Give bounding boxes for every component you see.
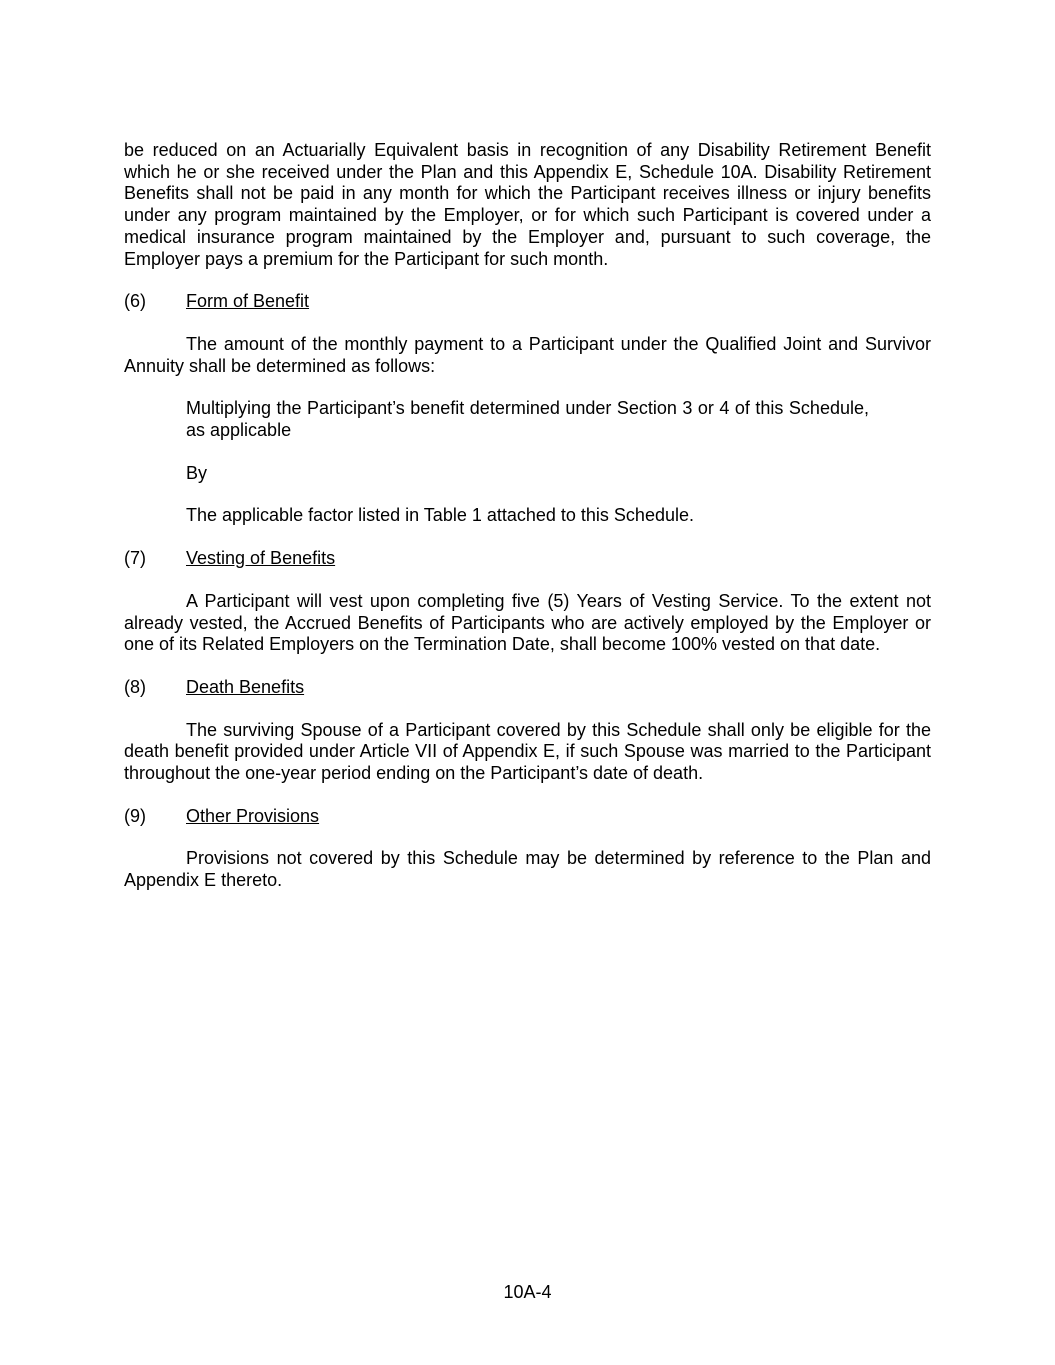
section-7-title: Vesting of Benefits [186, 548, 336, 569]
section-8-body: The surviving Spouse of a Participant covered by this Schedule shall only be eligible for the death benefit provided under Article VII of Appendix E, if such Spouse was married to the Participant throughout the one-year period ending on the Participant’s date of death. [124, 719, 931, 784]
section-6-formula-line2: The applicable factor listed in Table 1 attached to this Schedule. [186, 505, 694, 526]
section-8-title: Death Benefits [186, 676, 305, 697]
section-6-formula-line1: Multiplying the Participant’s benefit determined under Section 3 or 4 of this Schedule, as applicable [186, 398, 869, 441]
section-9-heading [124, 806, 931, 828]
document-page [124, 140, 931, 913]
section-8-number: (8) [124, 676, 146, 697]
section-6-formula-by: By [186, 462, 208, 483]
section-8-heading [124, 677, 931, 699]
section-6-heading [124, 291, 931, 313]
section-7-body: A Participant will vest upon completing five (5) Years of Vesting Service. To the extent not already vested, the Accrued Benefits of Participants who are actively employed by the Employer or one of its Related Employers on the Termination Date, shall become 100% vested on that date. [124, 590, 931, 655]
section-6-number: (6) [124, 291, 146, 312]
section-7-heading [124, 548, 931, 570]
section-9-title: Other Provisions [186, 805, 320, 826]
page-number: 10A-4 [503, 1282, 552, 1302]
section-6-body: The amount of the monthly payment to a Participant under the Qualified Joint and Survivor Annuity shall be determined as follows: [124, 333, 931, 376]
intro-paragraph: be reduced on an Actuarially Equivalent basis in recognition of any Disability Retirement Benefit which he or she received under the Plan and this Appendix E, Schedule 10A. Disability Retirement Benefits shall not be paid in any month for which the Participant receives illness or injury benefits under any program maintained by the Employer, or for which such Participant is covered under a medical insurance program maintained by the Employer and, pursuant to such coverage, the Employer pays a premium for the Participant for such month. [124, 140, 931, 269]
section-9-body: Provisions not covered by this Schedule may be determined by reference to the Plan and Appendix E thereto. [124, 848, 931, 891]
section-7-number: (7) [124, 548, 146, 569]
section-6-title: Form of Benefit [186, 291, 310, 312]
section-9-number: (9) [124, 805, 146, 826]
